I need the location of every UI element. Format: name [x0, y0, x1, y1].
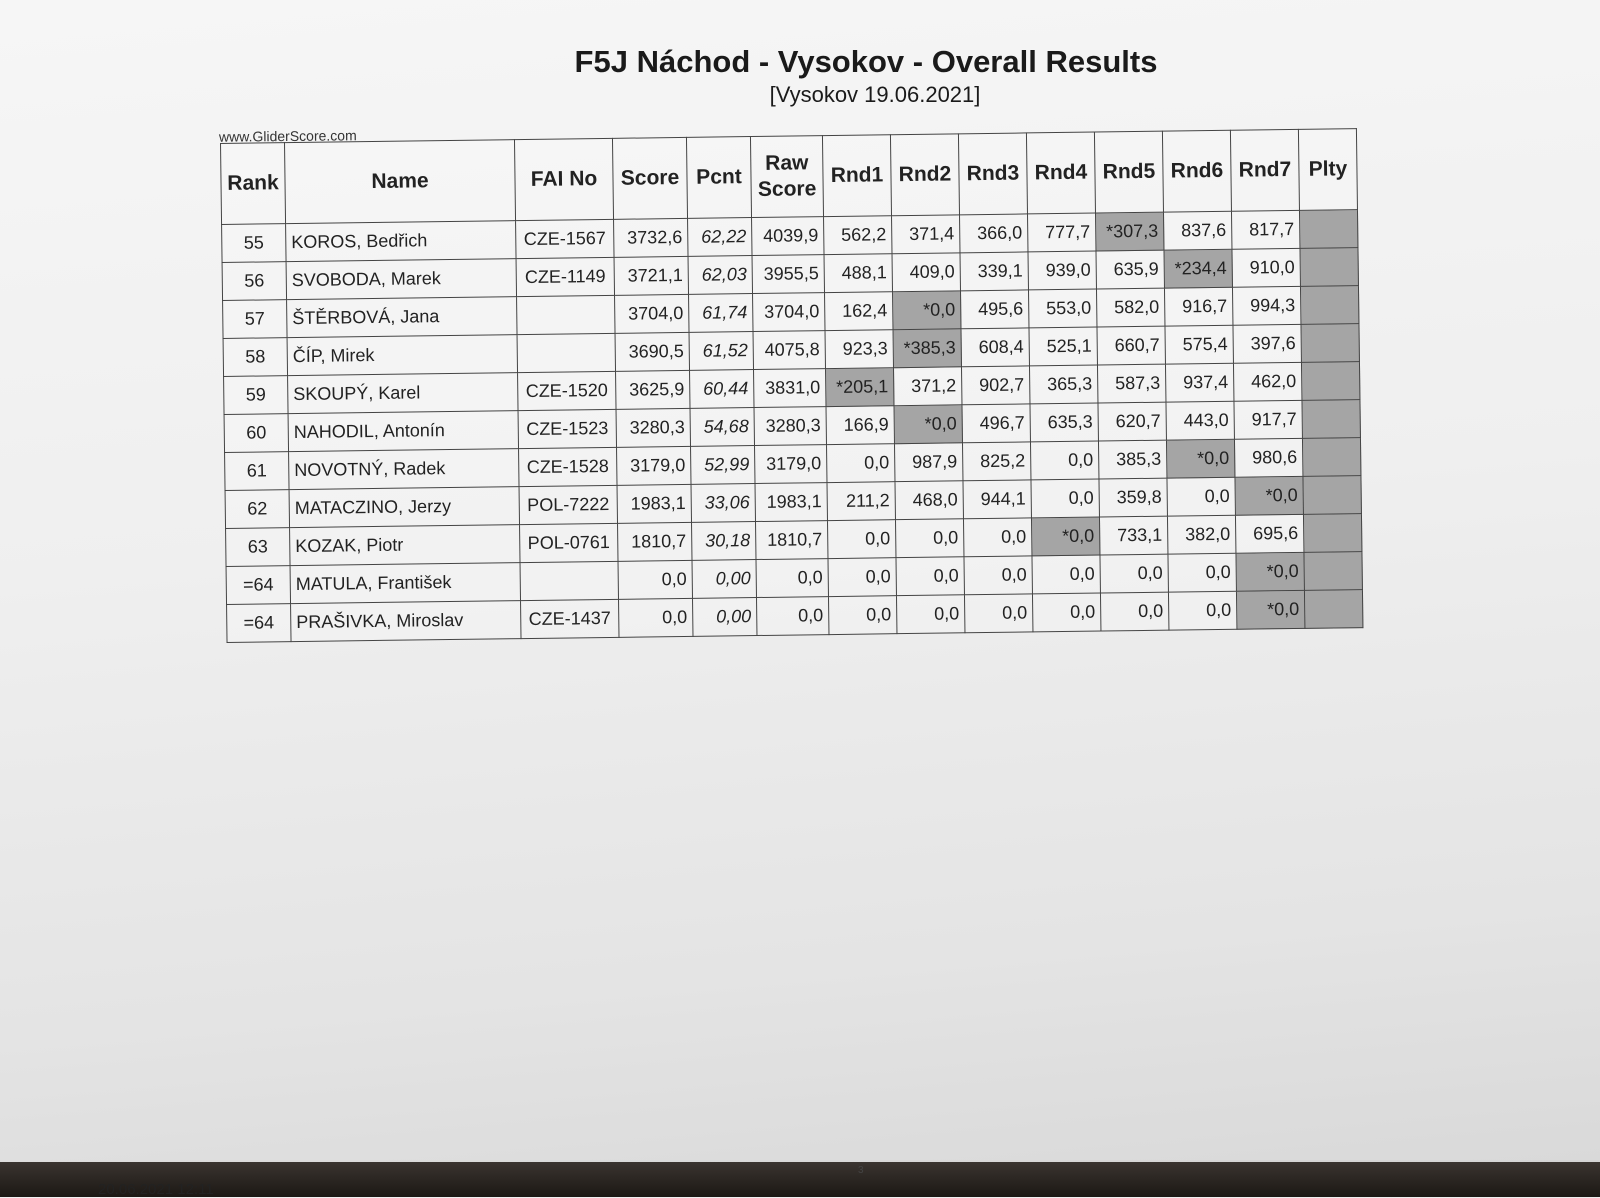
printed-timestamp: 20.06.2021 12:11: [98, 1181, 214, 1198]
rank-cell: 55: [222, 224, 286, 263]
fai-number-cell: POL-7222: [519, 485, 617, 524]
round-4-cell: 553,0: [1028, 289, 1096, 328]
name-cell: SKOUPÝ, Karel: [288, 373, 518, 414]
name-cell: MATACZINO, Jerzy: [289, 487, 519, 528]
score-cell: 0,0: [619, 598, 693, 637]
header-rank: Rank: [221, 143, 286, 225]
fai-number-cell: [517, 295, 615, 334]
raw-score-cell: 3831,0: [754, 369, 826, 408]
round-4-cell: 939,0: [1028, 251, 1096, 290]
round-6-cell: 0,0: [1168, 591, 1236, 630]
name-cell: ŠTĚRBOVÁ, Jana: [287, 297, 517, 338]
percent-cell: 61,74: [689, 294, 753, 333]
round-1-cell: 0,0: [828, 596, 896, 635]
name-cell: NAHODIL, Antonín: [288, 411, 518, 452]
raw-score-cell: 0,0: [756, 597, 828, 636]
results-table: [220, 128, 1363, 643]
round-6-cell: *0,0: [1166, 439, 1234, 478]
header-rnd5: Rnd5: [1094, 131, 1163, 213]
rank-cell: 56: [222, 262, 286, 301]
percent-cell: 0,00: [693, 598, 757, 637]
raw-score-cell: 3280,3: [754, 407, 826, 446]
round-1-cell: *205,1: [826, 368, 894, 407]
round-3-cell: 366,0: [960, 214, 1028, 253]
score-cell: 3732,6: [614, 218, 688, 257]
rank-cell: =64: [226, 566, 290, 605]
penalty-cell: [1304, 590, 1362, 629]
header-raw-score: [750, 136, 823, 218]
score-cell: 1810,7: [618, 522, 692, 561]
percent-cell: 62,03: [688, 256, 752, 295]
round-2-cell: 371,2: [893, 367, 961, 406]
fai-number-cell: CZE-1567: [516, 219, 614, 258]
score-cell: 3690,5: [615, 332, 689, 371]
raw-score-cell: 1983,1: [755, 483, 827, 522]
header-name: Name: [285, 140, 516, 224]
rank-cell: 62: [225, 490, 289, 529]
round-2-cell: *0,0: [893, 291, 961, 330]
round-3-cell: 0,0: [964, 556, 1032, 595]
penalty-cell: [1300, 286, 1358, 325]
header-rnd6: Rnd6: [1162, 130, 1231, 212]
round-7-cell: *0,0: [1236, 552, 1304, 591]
results-body: [222, 210, 1363, 643]
score-cell: 1983,1: [617, 484, 691, 523]
round-5-cell: 660,7: [1097, 326, 1165, 365]
round-4-cell: 0,0: [1030, 441, 1098, 480]
round-2-cell: 371,4: [892, 215, 960, 254]
fai-number-cell: CZE-1523: [518, 409, 616, 448]
round-1-cell: 211,2: [827, 482, 895, 521]
round-7-cell: 397,6: [1233, 324, 1301, 363]
rank-cell: 60: [224, 414, 288, 453]
rank-cell: 61: [225, 452, 289, 491]
fai-number-cell: CZE-1149: [516, 257, 614, 296]
rank-cell: 63: [226, 528, 290, 567]
header-score: Score: [612, 137, 687, 219]
round-3-cell: 339,1: [960, 252, 1028, 291]
percent-cell: 33,06: [691, 484, 755, 523]
rank-cell: 59: [224, 376, 288, 415]
raw-score-cell: 3179,0: [755, 445, 827, 484]
round-1-cell: 562,2: [824, 216, 892, 255]
round-1-cell: 162,4: [825, 292, 893, 331]
name-cell: PRAŠIVKA, Miroslav: [291, 601, 521, 642]
round-6-cell: 443,0: [1166, 401, 1234, 440]
round-5-cell: 733,1: [1099, 516, 1167, 555]
score-cell: 3721,1: [614, 256, 688, 295]
round-1-cell: 166,9: [826, 406, 894, 445]
round-5-cell: 582,0: [1096, 288, 1164, 327]
round-6-cell: 0,0: [1167, 477, 1235, 516]
round-5-cell: 635,9: [1096, 250, 1164, 289]
penalty-cell: [1301, 324, 1359, 363]
round-7-cell: 817,7: [1231, 210, 1299, 249]
name-cell: ČÍP, Mirek: [287, 335, 517, 376]
score-cell: 3625,9: [616, 370, 690, 409]
round-6-cell: 575,4: [1165, 325, 1233, 364]
header-raw-line2: Score: [757, 177, 817, 201]
round-2-cell: 468,0: [895, 481, 963, 520]
percent-cell: 54,68: [690, 408, 754, 447]
header-rnd1: Rnd1: [822, 135, 891, 217]
round-3-cell: 0,0: [964, 594, 1032, 633]
round-4-cell: 365,3: [1029, 365, 1097, 404]
round-7-cell: 462,0: [1233, 362, 1301, 401]
header-rnd2: Rnd2: [890, 134, 959, 216]
round-2-cell: *385,3: [893, 329, 961, 368]
penalty-cell: [1302, 438, 1360, 477]
raw-score-cell: 4039,9: [752, 217, 824, 256]
raw-score-cell: 1810,7: [756, 521, 828, 560]
round-5-cell: 0,0: [1100, 592, 1168, 631]
table-surface-edge: [0, 1162, 1600, 1197]
raw-score-cell: 3955,5: [752, 255, 824, 294]
round-4-cell: 777,7: [1027, 213, 1095, 252]
rank-cell: 57: [223, 300, 287, 339]
score-cell: 0,0: [618, 560, 692, 599]
score-cell: 3179,0: [617, 446, 691, 485]
fai-number-cell: POL-0761: [520, 523, 618, 562]
penalty-cell: [1304, 552, 1362, 591]
round-6-cell: *234,4: [1164, 249, 1232, 288]
percent-cell: 30,18: [692, 522, 756, 561]
round-7-cell: 980,6: [1234, 438, 1302, 477]
results-table-wrapper: [220, 128, 1363, 643]
page-title: F5J Náchod - Vysokov - Overall Results: [574, 44, 1158, 79]
round-7-cell: *0,0: [1236, 590, 1304, 629]
header-rnd4: Rnd4: [1026, 132, 1095, 214]
percent-cell: 60,44: [690, 370, 754, 409]
round-2-cell: *0,0: [894, 405, 962, 444]
header-raw-line1: Raw: [765, 151, 809, 175]
round-4-cell: 0,0: [1032, 593, 1100, 632]
round-4-cell: 525,1: [1029, 327, 1097, 366]
fai-number-cell: CZE-1520: [518, 371, 616, 410]
round-5-cell: 359,8: [1099, 478, 1167, 517]
name-cell: NOVOTNÝ, Radek: [289, 449, 519, 490]
round-5-cell: 385,3: [1098, 440, 1166, 479]
name-cell: MATULA, František: [290, 563, 520, 604]
round-5-cell: 620,7: [1098, 402, 1166, 441]
round-1-cell: 488,1: [824, 254, 892, 293]
round-2-cell: 987,9: [894, 443, 962, 482]
header-pcnt: Pcnt: [686, 137, 751, 219]
round-5-cell: 587,3: [1097, 364, 1165, 403]
round-5-cell: 0,0: [1100, 554, 1168, 593]
name-cell: SVOBODA, Marek: [286, 259, 516, 300]
fai-number-cell: CZE-1437: [521, 599, 619, 638]
round-1-cell: 0,0: [826, 444, 894, 483]
round-3-cell: 496,7: [962, 404, 1030, 443]
penalty-cell: [1299, 210, 1357, 249]
round-3-cell: 608,4: [961, 328, 1029, 367]
page-number: 3: [858, 1165, 864, 1176]
round-3-cell: 0,0: [963, 518, 1031, 557]
round-3-cell: 902,7: [961, 366, 1029, 405]
rank-cell: =64: [227, 604, 291, 643]
percent-cell: 61,52: [689, 332, 753, 371]
round-2-cell: 0,0: [895, 519, 963, 558]
round-4-cell: 0,0: [1032, 555, 1100, 594]
name-cell: KOZAK, Piotr: [290, 525, 520, 566]
round-7-cell: 695,6: [1235, 514, 1303, 553]
fai-number-cell: [517, 333, 615, 372]
score-cell: 3280,3: [616, 408, 690, 447]
round-5-cell: *307,3: [1095, 212, 1163, 251]
round-4-cell: *0,0: [1031, 517, 1099, 556]
fai-number-cell: CZE-1528: [519, 447, 617, 486]
round-1-cell: 0,0: [827, 520, 895, 559]
round-4-cell: 635,3: [1030, 403, 1098, 442]
round-2-cell: 0,0: [896, 595, 964, 634]
fai-number-cell: [520, 561, 618, 600]
penalty-cell: [1301, 362, 1359, 401]
header-rnd7: Rnd7: [1230, 129, 1299, 211]
round-3-cell: 495,6: [960, 290, 1028, 329]
round-6-cell: 382,0: [1167, 515, 1235, 554]
round-1-cell: 0,0: [828, 558, 896, 597]
round-3-cell: 825,2: [962, 442, 1030, 481]
raw-score-cell: 3704,0: [753, 293, 825, 332]
header-plty: Plty: [1298, 129, 1357, 211]
round-1-cell: 923,3: [825, 330, 893, 369]
source-site: www.GliderScore.com: [218, 127, 357, 145]
round-6-cell: 916,7: [1164, 287, 1232, 326]
penalty-cell: [1302, 400, 1360, 439]
header-fai: FAI No: [514, 138, 613, 220]
round-3-cell: 944,1: [963, 480, 1031, 519]
round-6-cell: 937,4: [1165, 363, 1233, 402]
page-subtitle: [Vysokov 19.06.2021]: [769, 82, 981, 107]
penalty-cell: [1303, 514, 1361, 553]
percent-cell: 62,22: [688, 218, 752, 257]
raw-score-cell: 4075,8: [753, 331, 825, 370]
name-cell: KOROS, Bedřich: [286, 221, 516, 262]
round-7-cell: *0,0: [1235, 476, 1303, 515]
round-7-cell: 910,0: [1232, 248, 1300, 287]
penalty-cell: [1303, 476, 1361, 515]
round-2-cell: 409,0: [892, 253, 960, 292]
round-6-cell: 0,0: [1168, 553, 1236, 592]
round-2-cell: 0,0: [896, 557, 964, 596]
round-6-cell: 837,6: [1163, 211, 1231, 250]
percent-cell: 0,00: [692, 560, 756, 599]
header-row: [221, 129, 1358, 225]
round-7-cell: 994,3: [1232, 286, 1300, 325]
round-4-cell: 0,0: [1031, 479, 1099, 518]
penalty-cell: [1300, 248, 1358, 287]
round-7-cell: 917,7: [1234, 400, 1302, 439]
raw-score-cell: 0,0: [756, 559, 828, 598]
rank-cell: 58: [223, 338, 287, 377]
header-rnd3: Rnd3: [958, 133, 1027, 215]
percent-cell: 52,99: [691, 446, 755, 485]
score-cell: 3704,0: [615, 294, 689, 333]
